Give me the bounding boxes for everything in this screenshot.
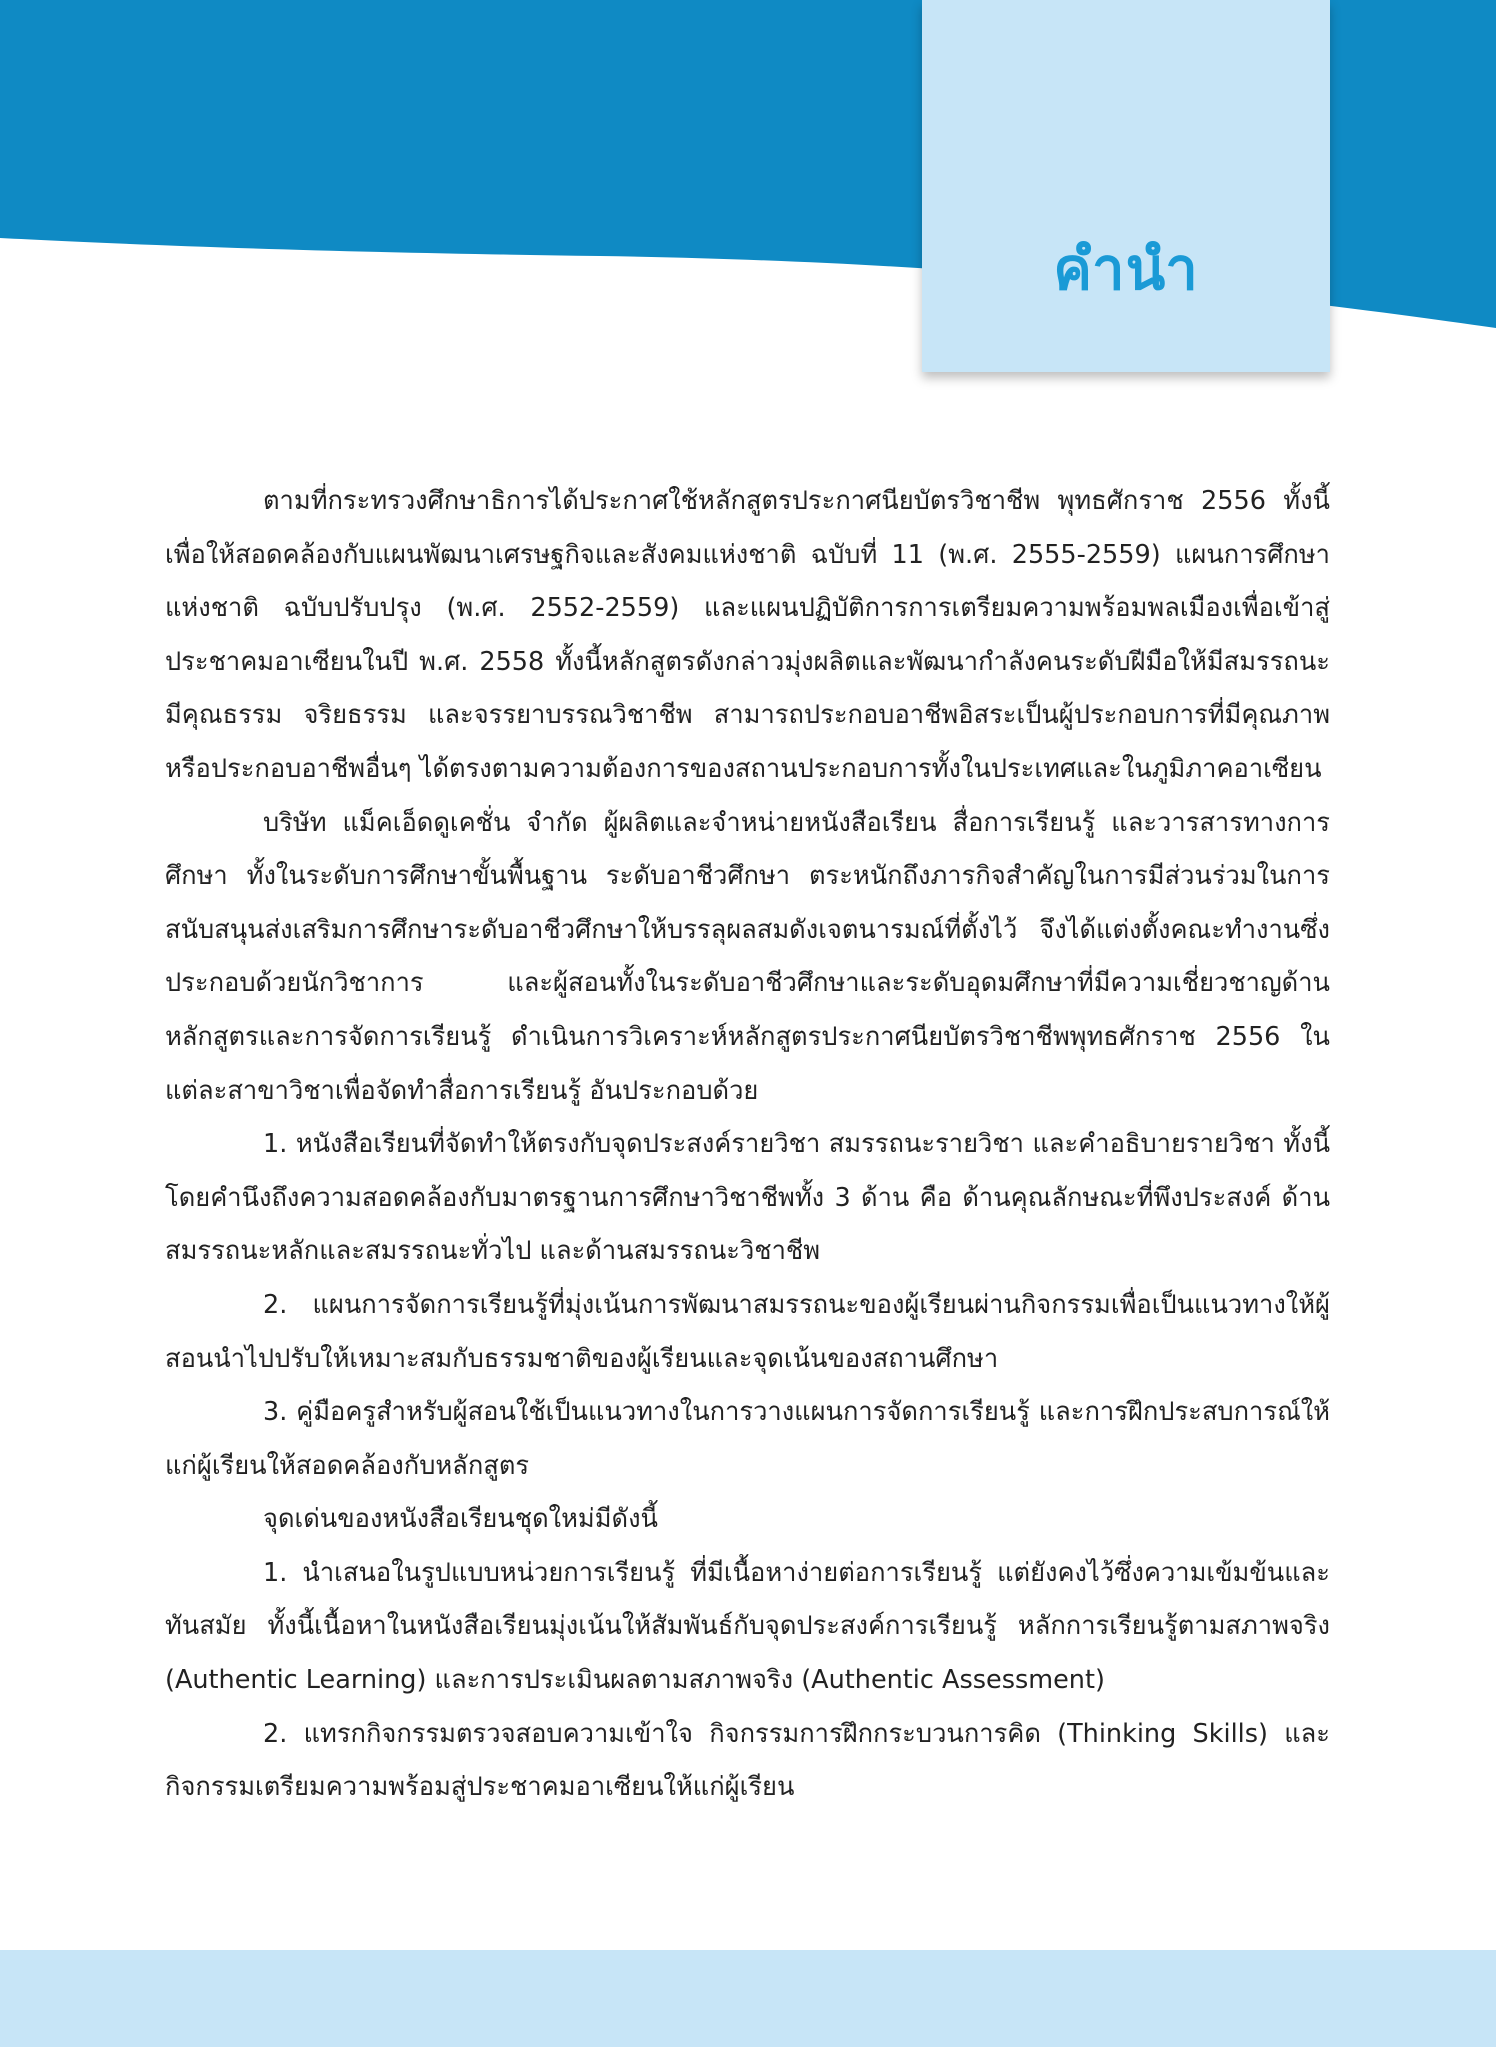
- list-item: 2. แผนการจัดการเรียนรู้ที่มุ่งเน้นการพัฒนาสมรรถนะของผู้เรียนผ่านกิจกรรมเพื่อเป็นแนวทางให้ผู้สอนนำไปปรับให้เหมาะสมกับธรรมชาติของผู้เรียนและจุดเน้นของสถานศึกษา: [165, 1289, 1330, 1374]
- paragraph: บริษัท แม็คเอ็ดดูเคชั่น จำกัด ผู้ผลิตและจำหน่ายหนังสือเรียน สื่อการเรียนรู้ และวารสารทางการศึกษา ทั้งในระดับการศึกษาขั้นพื้นฐาน ระดับอาชีวศึกษา ตระหนักถึงภารกิจสำคัญในการมีส่วนร่วมในการสนับสนุนส่งเสริมการศึกษาระดับอาชีวศึกษาให้บรรลุผลสมดังเจตนารมณ์ที่ตั้งไว้ จึงได้แต่งตั้งคณะทำงานซึ่งประกอบด้วยนักวิชาการ และผู้สอนทั้งในระดับอาชีวศึกษาและระดับอุดมศึกษาที่มีความเชี่ยวชาญด้านหลักสูตรและการจัดการเรียนรู้ ดำเนินการวิเคราะห์หลักสูตรประกาศนียบัตรวิชาชีพพุทธศักราช 2556 ในแต่ละสาขาวิชาเพื่อจัดทำสื่อการเรียนรู้ อันประกอบด้วย: [165, 807, 1330, 1106]
- preface-body: [165, 475, 1330, 1815]
- list-item: 2. แทรกกิจกรรมตรวจสอบความเข้าใจ กิจกรรมการฝึกกระบวนการคิด (Thinking Skills) และกิจกรรมเตรียมความพร้อมสู่ประชาคมอาเซียนให้แก่ผู้เรียน: [165, 1718, 1330, 1803]
- list-item: 3. คู่มือครูสำหรับผู้สอนใช้เป็นแนวทางในการวางแผนการจัดการเรียนรู้ และการฝึกประสบการณ์ให้แก่ผู้เรียนให้สอดคล้องกับหลักสูตร: [165, 1397, 1330, 1481]
- section-intro: จุดเด่นของหนังสือเรียนชุดใหม่มีดังนี้: [263, 1504, 658, 1535]
- paragraph: ตามที่กระทรวงศึกษาธิการได้ประกาศใช้หลักสูตรประกาศนียบัตรวิชาชีพ พุทธศักราช 2556 ทั้งนี้เพื่อให้สอดคล้องกับแผนพัฒนาเศรษฐกิจและสังคมแห่งชาติ ฉบับที่ 11 (พ.ศ. 2555-2559) แผนการศึกษาแห่งชาติ ฉบับปรับปรุง (พ.ศ. 2552-2559) และแผนปฏิบัติการการเตรียมความพร้อมพลเมืองเพื่อเข้าสู่ประชาคมอาเซียนในปี พ.ศ. 2558 ทั้งนี้หลักสูตรดังกล่าวมุ่งผลิตและพัฒนากำลังคนระดับฝีมือให้มีสมรรถนะ มีคุณธรรม จริยธรรม และจรรยาบรรณวิชาชีพ สามารถประกอบอาชีพอิสระเป็นผู้ประกอบการที่มีคุณภาพ หรือประกอบอาชีพอื่นๆ ได้ตรงตามความต้องการของสถานประกอบการทั้งในประเทศและในภูมิภาคอาเซียน: [165, 486, 1330, 784]
- page-title: คำนำ: [1053, 235, 1199, 303]
- title-tab: [922, 0, 1330, 372]
- list-item: 1. หนังสือเรียนที่จัดทำให้ตรงกับจุดประสงค์รายวิชา สมรรถนะรายวิชา และคำอธิบายรายวิชา ทั้งนี้ โดยคำนึงถึงความสอดคล้องกับมาตรฐานการศึกษาวิชาชีพทั้ง 3 ด้าน คือ ด้านคุณลักษณะที่พึงประสงค์ ด้านสมรรถนะหลักและสมรรถนะทั่วไป และด้านสมรรถนะวิชาชีพ: [165, 1129, 1330, 1267]
- footer-band: [0, 1950, 1496, 2047]
- list-item: 1. นำเสนอในรูปแบบหน่วยการเรียนรู้ ที่มีเนื้อหาง่ายต่อการเรียนรู้ แต่ยังคงไว้ซึ่งความเข้มข้นและทันสมัย ทั้งนี้เนื้อหาในหนังสือเรียนมุ่งเน้นให้สัมพันธ์กับจุดประสงค์การเรียนรู้ หลักการเรียนรู้ตามสภาพจริง (Authentic Learning) และการประเมินผลตามสภาพจริง (Authentic Assessment): [165, 1557, 1330, 1696]
